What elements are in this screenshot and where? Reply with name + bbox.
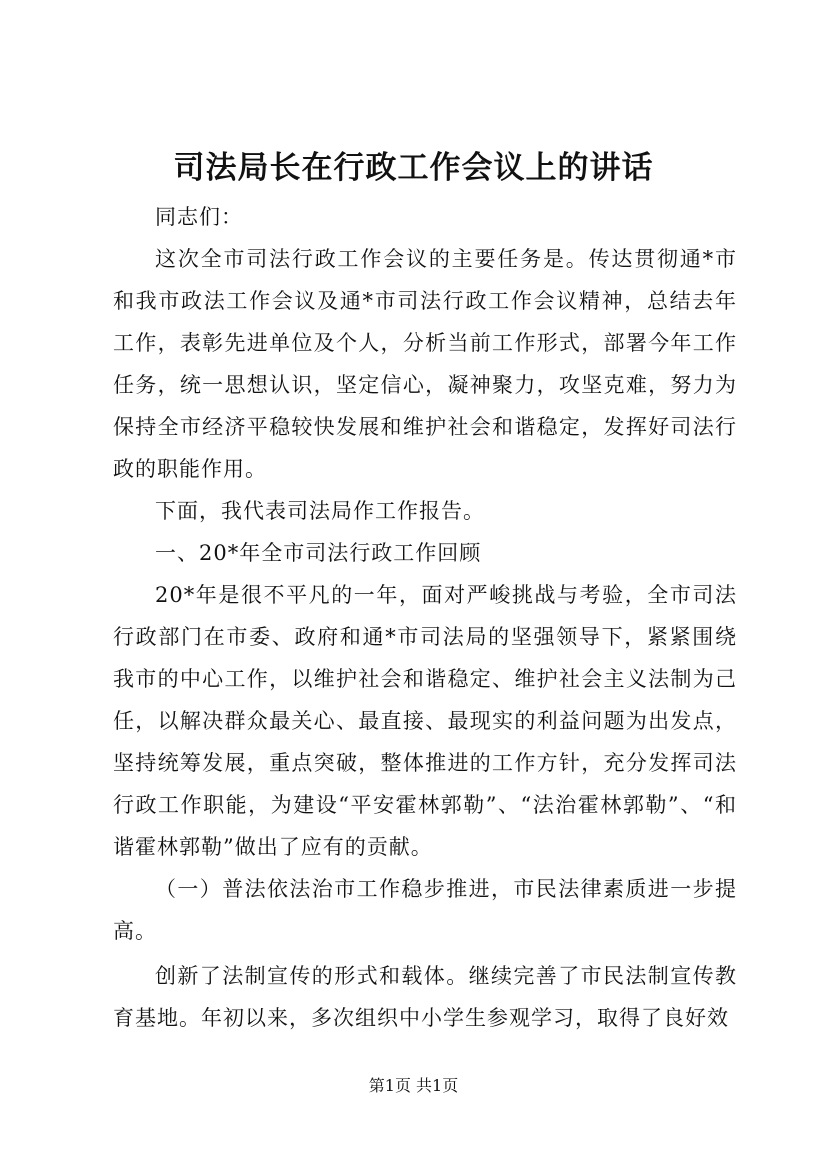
document-title: 司法局长在行政工作会议上的讲话 xyxy=(173,150,654,186)
page-indicator: 第1页 共1页 xyxy=(368,1076,459,1095)
section-heading-review: 一、20*年全市司法行政工作回顾 xyxy=(155,541,482,565)
document-body xyxy=(113,196,737,1039)
paragraph-report-statement: 下面，我代表司法局作工作报告。 xyxy=(155,499,485,523)
paragraph-review: 20*年是很不平凡的一年，面对严峻挑战与考验，全市司法行政部门在市委、政府和通*市司法局的坚强领导下，紧紧围绕我市的中心工作，以维护社会和谐稳定、维护社会主义法制为己任，以解决群众最关心、最直接、最现实的利益问题为出发点，坚持统筹发展，重点突破，整体推进的工作方针，充分发挥司法行政工作职能，为建设“平安霍林郭勒”、“法治霍林郭勒”、“和谐霍林郭勒”做出了应有的贡献。 xyxy=(113,583,737,859)
paragraph-legal-publicity: 创新了法制宣传的形式和载体。继续完善了市民法制宣传教育基地。年初以来，多次组织中小学生参观学习，取得了良好效 xyxy=(113,964,737,1030)
subsection-heading-legal-education: （一）普法依法治市工作稳步推进，市民法律素质进一步提高。 xyxy=(113,877,737,943)
salutation: 同志们： xyxy=(155,205,243,229)
paragraph-intro: 这次全市司法行政工作会议的主要任务是。传达贯彻通*市和我市政法工作会议及通*市司法行政工作会议精神，总结去年工作，表彰先进单位及个人，分析当前工作形式，部署今年工作任务，统一思想认识，坚定信心，凝神聚力，攻坚克难，努力为保持全市经济平稳较快发展和维护社会和谐稳定，发挥好司法行政的职能作用。 xyxy=(113,247,737,481)
